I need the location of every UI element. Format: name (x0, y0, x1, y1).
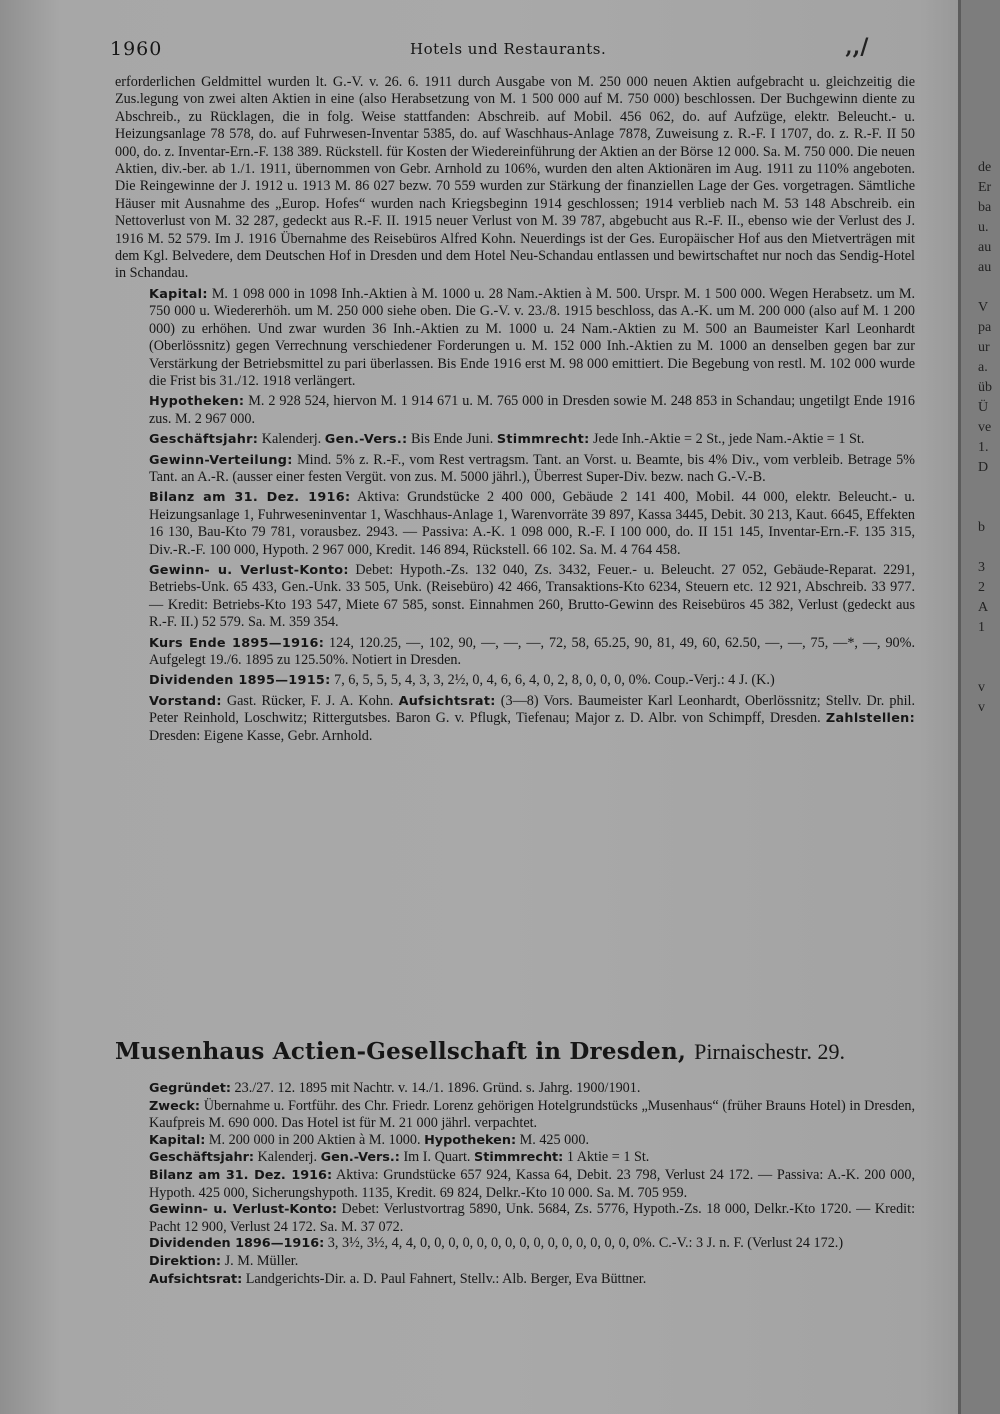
margin-fragment: v (978, 700, 985, 715)
margin-fragment (978, 758, 1000, 778)
guv-text: Debet: Hypoth.-Zs. 132 040, Zs. 3432, Feuer.- u. Beleucht. 27 052, Gebäude-Reparat. 2291, Betriebs-Unk. 65 433, Gen.-Unk. 33 505, Unk. (Reisebüro) 42 466, Transaktions-Kto 6234, Steuern etc. 12 921, Abschreib. 33 977. — Kredit: Betriebs-Kto 193 547, Miete 67 585, sonst. Einnahmen 260, Brutto-Gewinn des Reisebüros 45 382, Verlust (gedeckt aus R.-F. II.) 52 579. Sa. M. 359 354. (149, 561, 916, 631)
guv-label: Gewinn- u. Verlust-Konto: (149, 562, 349, 578)
bilanz-entry (115, 1167, 915, 1201)
bilanz-label: Bilanz am 31. Dez. 1916: (149, 490, 351, 506)
margin-fragment: A (978, 600, 989, 615)
margin-fragment (978, 538, 1000, 558)
vorstand-entry (115, 693, 915, 745)
geschaeftsjahr-text: Kalenderj. (257, 1149, 318, 1166)
aufsichtsrat-label: Aufsichtsrat: (149, 1271, 243, 1287)
hypotheken-text: M. 425 000. (519, 1131, 589, 1148)
dividenden-label: Dividenden 1895—1915: (149, 673, 331, 689)
dividenden-label: Dividenden 1896—1916: (149, 1236, 325, 1252)
margin-fragment: b (978, 520, 985, 535)
margin-fragment: ba (978, 200, 992, 215)
bilanz-label: Bilanz am 31. Dez. 1916: (149, 1167, 333, 1183)
zweck-text: Übernahme u. Fortführ. des Chr. Friedr. Lorenz gehörigen Hotelgrundstücks „Musenhaus“ (früher Brauns Hotel) in Dresden, Kaufpreis M. 690 000. Das Hotel ist für M. 21 000 jährl. verpachtet. (149, 1097, 916, 1132)
gegruendet-text: 23./27. 12. 1895 mit Nachtr. v. 14./1. 1896. Gründ. s. Jahrg. 1900/1901. (234, 1080, 641, 1096)
stimmrecht-label: Stimmrecht: (473, 1150, 564, 1166)
margin-fragment: 1 (978, 620, 985, 635)
margin-fragment (978, 478, 1000, 498)
stimmrecht-text: 1 Aktie = 1 St. (566, 1149, 650, 1166)
zahlstellen-label: Zahlstellen: (825, 711, 916, 727)
margin-fragment (978, 718, 1000, 738)
gewinnverteilung-label: Gewinn-Verteilung: (149, 452, 293, 468)
history-paragraph: erforderlichen Geldmittel wurden lt. G.-V. v. 26. 6. 1911 durch Ausgabe von M. 250 000 neuen Aktien aufgebracht u. gleichzeitig die Zus.legung von zwei alten Aktien in eine (also Herabsetzung von M. 1 500 000 auf M. 750 000) beschlossen. Der Buchgewinn diente zu Abschreib., zu Rücklagen, die in folg. Weise stattfanden: Abschreib. auf Mobil. 456 062, do. auf Aufzüge, elektr. Beleucht.- u. Heizungsanlage 78 578, do. auf Fuhrwesen-Inventar 5385, do. auf Waschhaus-Anlage 7878, Zuweisung z. R.-F. I 1707, do. z. R.-F. II 50 000, do. z. Inventar-Ern.-F. 138 389. Rückstell. für Kosten der Wiedereinführung der Aktien an der Börse 12 000. Sa. M. 750 000. Die neuen Aktien, div.-ber. ab 1./1. 1911, übernommen von Gebr. Arnhold zu 106%, wurden den alten Aktionären im Aug. 1911 zu 110% angeboten. Die Reingewinne der J. 1912 u. 1913 M. 86 027 bezw. 70 559 wurden zur Stärkung der finanziellen Lage der Ges. vorgetragen. Sämtliche Häuser mit Ausnahme des „Europ. Hofes“ wurden nach Kriegsbeginn 1914 geschlossen; 1914 verblieb nach M. 53 148 Abschreib. ein Nettoverlust von M. 32 287, gedeckt aus R.-F. II. 1915 neuer Verlust von M. 39 787, abgebucht aus R.-F. II., ebenso wie der Verlust des J. 1916 M. 52 579. Im J. 1916 Übernahme des Reisebüros Alfred Kohn. Neuerdings ist der Ges. Europäischer Hof aus den Mietverträgen mit dem Kgl. Belvedere, dem Deutschen Hof in Dresden und dem Hotel Neu-Schandau entlassen und bewirtschaftet nur noch das Sendig-Hotel in Schandau. (115, 74, 915, 282)
entry-europaeischer-hof (115, 74, 915, 745)
stimmrecht-text: Jede Inh.-Aktie = 2 St., jede Nam.-Aktie = 1 St. (593, 431, 865, 448)
company-address: Pirnaischestr. 29. (694, 1039, 846, 1064)
aufsichtsrat-text: Landgerichts-Dir. a. D. Paul Fahnert, Stellv.: Alb. Berger, Eva Büttner. (245, 1270, 647, 1287)
margin-fragment (978, 838, 1000, 858)
margin-fragment (978, 738, 1000, 758)
stimmrecht-label: Stimmrecht: (496, 432, 590, 448)
genvers-label: Gen.-Vers.: (320, 1150, 400, 1166)
kurs-text: 124, 120.25, —, 102, 90, —, —, —, 72, 58, 65.25, 90, 81, 49, 60, 62.50, —, —, 75, —*, —, 90%. Aufgelegt 19./6. 1895 zu 125.50%. Notiert in Dresden. (149, 634, 915, 668)
margin-fragment (978, 498, 1000, 518)
dividenden-entry (115, 1235, 915, 1253)
margin-fragment: D (978, 460, 989, 475)
kapital-entry (115, 286, 915, 390)
kapital-label: Kapital: (149, 1132, 206, 1148)
margin-fragment: 3 (978, 560, 985, 575)
margin-fragment (978, 918, 1000, 938)
margin-fragment: a. (978, 360, 988, 375)
company-title: Musenhaus Actien-Gesellschaft in Dresden, (115, 1038, 687, 1065)
guv-label: Gewinn- u. Verlust-Konto: (149, 1202, 338, 1218)
margin-fragment (978, 1078, 1000, 1098)
zahlstellen-text: Dresden: Eigene Kasse, Gebr. Arnhold. (149, 727, 373, 744)
hypotheken-entry (115, 393, 915, 428)
margin-fragment (978, 818, 1000, 838)
guv-entry (115, 1201, 915, 1235)
margin-fragment (978, 938, 1000, 958)
dividenden-text: 3, 3½, 3½, 4, 4, 0, 0, 0, 0, 0, 0, 0, 0, 0, 0, 0, 0, 0, 0, 0, 0%. C.-V.: 3 J. n. F. (Verlust 24 172.) (327, 1235, 844, 1252)
geschaeftsjahr-label: Geschäftsjahr: (149, 432, 259, 448)
margin-fragment: Er (978, 180, 992, 195)
aufsichtsrat-label: Aufsichtsrat: (398, 693, 496, 709)
margin-fragment (978, 858, 1000, 878)
gegruendet-label: Gegründet: (149, 1081, 231, 1096)
hypotheken-text: M. 2 928 524, hiervon M. 1 914 671 u. M. 765 000 in Dresden sowie M. 248 853 in Schandau; ungetilgt Ende 1916 zus. M. 2 967 000. (149, 393, 916, 427)
hypotheken-label: Hypotheken: (149, 394, 245, 410)
margin-fragment: de (978, 160, 992, 175)
gewinnverteilung-text: Mind. 5% z. R.-F., vom Rest vertragsm. Tant. an Vorst. u. Beamte, bis 4% Div., vom verbleib. Betrage 5% Tant. an A.-R. (ausser einer festen Vergüt. von zus. M. 5000 jährl.), Überrest Super-Div. bezw. nach G.-V.-B. (149, 451, 916, 485)
zweck-label: Zweck: (149, 1098, 200, 1114)
margin-fragment (978, 278, 1000, 298)
guv-entry (115, 562, 915, 632)
margin-fragment: v (978, 680, 985, 695)
margin-fragment (978, 798, 1000, 818)
entry-musenhaus (115, 1080, 915, 1288)
margin-fragment (978, 778, 1000, 798)
margin-fragment: 2 (978, 580, 985, 595)
aufsichtsrat-entry (115, 1271, 915, 1289)
dividenden-text: 7, 6, 5, 5, 5, 4, 3, 3, 2½, 0, 4, 6, 6, 4, 0, 2, 8, 0, 0, 0, 0%. Coup.-Verj.: 4 J. (K.) (334, 672, 775, 689)
margin-fragment: üb (978, 380, 992, 395)
aufsichtsrat-text: (3—8) Vors. Baumeister Karl Leonhardt, Oberlössnitz; Stellv. Dr. phil. Peter Reinhold, Loschwitz; Rittergutsbes. Baron G. v. Pflugk, Tiefenau; Major z. D. Albr. von Schimpff, Dresden. (149, 692, 916, 727)
direktion-entry (115, 1253, 915, 1271)
margin-fragment (978, 638, 1000, 658)
genvers-text: Im I. Quart. (403, 1149, 471, 1166)
margin-fragment: 1. (978, 440, 989, 455)
hypotheken-label: Hypotheken: (424, 1132, 517, 1148)
genvers-label: Gen.-Vers.: (324, 432, 408, 448)
kurs-label: Kurs Ende 1895—1916: (149, 635, 325, 651)
direktion-text: J. M. Müller. (224, 1252, 299, 1269)
zweck-entry (115, 1098, 915, 1132)
kapital-text: M. 200 000 in 200 Aktien à M. 1000. (208, 1131, 421, 1148)
bilanz-text: Aktiva: Grundstücke 657 924, Kassa 64, Debit. 23 798, Verlust 24 172. — Passiva: A.-K. 200 000, Hypoth. 425 000, Sicherungshypoth. 1135, Kredit. 69 824, Delkr.-Kto 10 000. Sa. M. 705 959. (149, 1166, 916, 1201)
geschaeftsjahr-text: Kalenderj. (261, 431, 322, 448)
bilanz-text: Aktiva: Grundstücke 2 400 000, Gebäude 2 141 400, Mobil. 44 000, elektr. Beleucht.- u. Heizungsanlage 1, Fuhrweseninventar 1, Waschhaus-Anlage 1, Warenvorräte 39 897, Kassa 3445, Debit. 30 213, Kaut. 6645, Effekten 16 130, Bau-Kto 79 781, vorausbez. 2943. — Passiva: A.-K. 1 098 000, R.-F. I 100 000, do. II 151 145, Inventar-Ern.-F. 135 315, Div.-R.-F. 100 000, Hypoth. 2 967 000, Kredit. 146 894, Rückstell. 66 102. Sa. M. 4 764 458. (149, 489, 915, 558)
margin-fragment (978, 1098, 1000, 1118)
margin-fragment: au (978, 240, 992, 255)
corner-mark: ‚,/ (845, 34, 869, 60)
kapital-label: Kapital: (149, 286, 208, 302)
margin-fragment (978, 1018, 1000, 1038)
margin-fragment (978, 658, 1000, 678)
company-heading-musenhaus (115, 1038, 920, 1065)
adjacent-page-fragments (978, 158, 1000, 1118)
direktion-label: Direktion: (149, 1253, 222, 1269)
margin-fragment: Ü (978, 400, 989, 415)
margin-fragment: au (978, 260, 992, 275)
page-number: 1960 (110, 38, 163, 60)
margin-fragment: V (978, 300, 989, 315)
geschaeftsjahr-label: Geschäftsjahr: (149, 1150, 254, 1166)
guv-text: Debet: Verlustvortrag 5890, Unk. 5684, Zs. 5776, Hypoth.-Zs. 18 000, Delkr.-Kto 1720. — Kredit: Pacht 12 900, Verlust 24 172. Sa. M. 37 072. (149, 1201, 916, 1235)
margin-fragment: pa (978, 320, 992, 335)
kapital-hypotheken-entry (115, 1132, 915, 1150)
margin-fragment (978, 898, 1000, 918)
kurs-entry (115, 635, 915, 670)
margin-fragment (978, 998, 1000, 1018)
vorstand-label: Vorstand: (149, 693, 222, 709)
geschaeftsjahr-entry (115, 1149, 915, 1167)
margin-fragment: ve (978, 420, 992, 435)
geschaeftsjahr-entry (115, 431, 915, 448)
kapital-text: M. 1 098 000 in 1098 Inh.-Aktien à M. 1000 u. 28 Nam.-Aktien à M. 500. Urspr. M. 1 500 000. Wegen Herabsetz. um M. 750 000 u. Wiedererhöh. um M. 250 000 siehe oben. Die G.-V. v. 23./8. 1915 beschloss, das A.-K. um M. 200 000 (also auf M. 1 200 000) zu erhöhen. Und zwar wurden 36 Inh.-Aktien zu M. 1000 u. 24 Nam.-Aktien zu M. 500 an Baumeister Karl Leonhardt (Oberlössnitz) gegen Verrechnung verschiedener Forderungen u. M. 152 000 Inh.-Aktien zu M. 1000 an denselben gegen bar zur Verstärkung der Betriebsmittel zu pari überlassen. Bis Ende 1916 erst M. 98 000 emittiert. Die Begebung von restl. M. 102 000 wurde die Frist bis 31./12. 1918 verlängert. (149, 285, 915, 389)
dividenden-entry (115, 672, 915, 689)
margin-fragment (978, 958, 1000, 978)
margin-fragment (978, 978, 1000, 998)
gegruendet-entry (115, 1080, 915, 1098)
margin-fragment: u. (978, 220, 989, 235)
margin-fragment: ur (978, 340, 990, 355)
margin-fragment (978, 1038, 1000, 1058)
genvers-text: Bis Ende Juni. (410, 431, 494, 448)
margin-fragment (978, 878, 1000, 898)
vorstand-text: Gast. Rücker, F. J. A. Kohn. (226, 692, 394, 709)
running-title: Hotels und Restaurants. (410, 40, 607, 58)
margin-fragment (978, 1058, 1000, 1078)
gewinnverteilung-entry (115, 452, 915, 487)
bilanz-entry (115, 489, 915, 559)
